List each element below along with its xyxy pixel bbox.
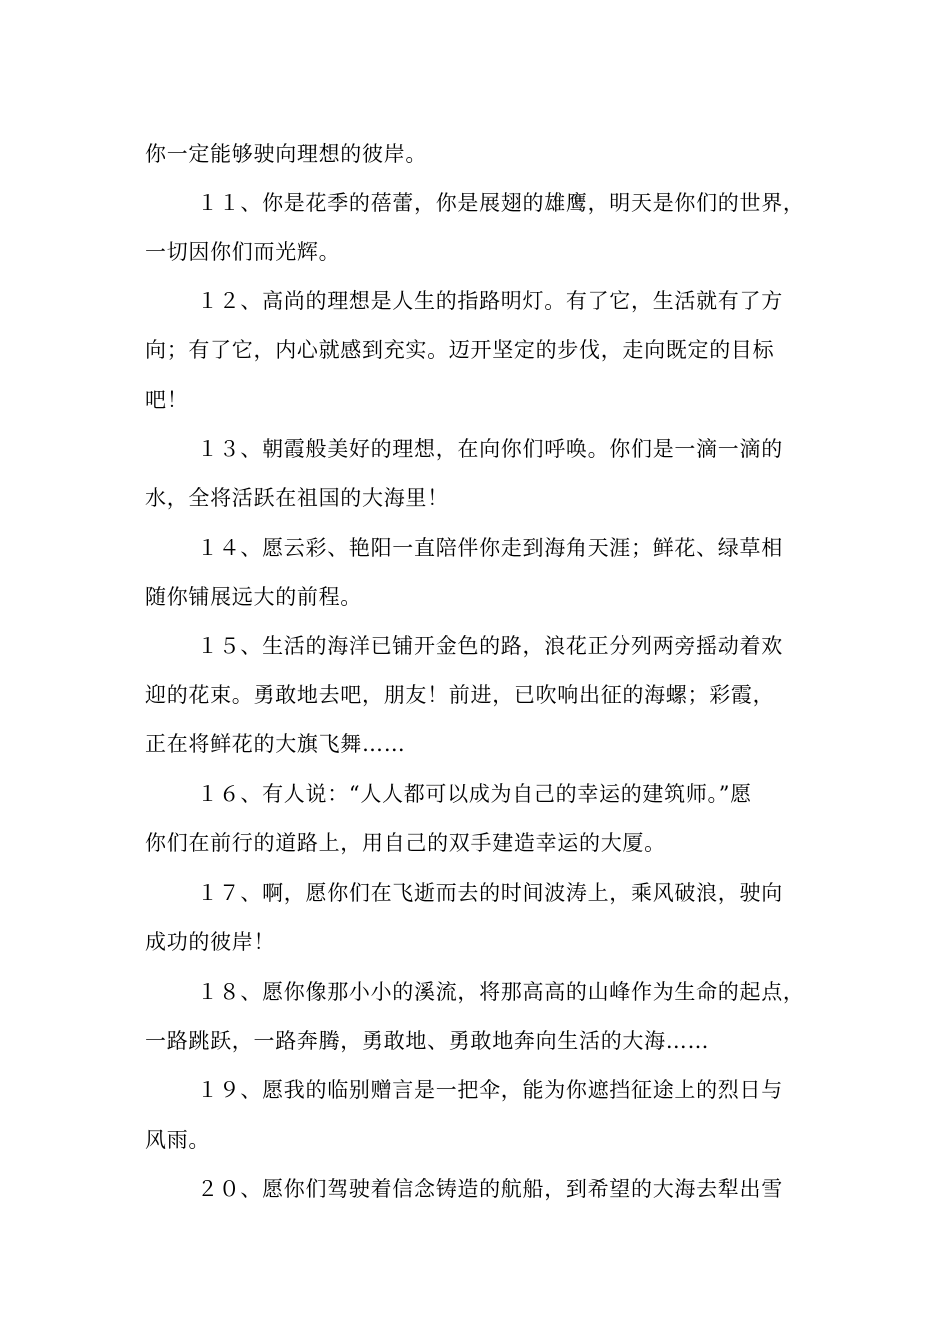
text-line: １２、高尚的理想是人生的指路明灯。有了它，生活就有了方	[197, 289, 783, 313]
text-line: 成功的彼岸！	[145, 930, 276, 954]
text-line: １６、有人说：“人人都可以成为自己的幸运的建筑师。”愿	[197, 782, 752, 806]
text-line: １４、愿云彩、艳阳一直陪伴你走到海角天涯；鲜花、绿草相	[197, 536, 783, 560]
text-line: 迎的花束。勇敢地去吧，朋友！前进，已吹响出征的海螺；彩霞，	[145, 683, 775, 707]
text-line: １１、你是花季的蓓蕾，你是展翅的雄鹰，明天是你们的世界，	[197, 191, 805, 215]
text-line: 向；有了它，内心就感到充实。迈开坚定的步伐，走向既定的目标	[145, 338, 775, 362]
text-line: 正在将鲜花的大旗飞舞……	[145, 732, 406, 756]
text-line: 你一定能够驶向理想的彼岸。	[145, 142, 428, 166]
text-line: 你们在前行的道路上，用自己的双手建造幸运的大厦。	[145, 831, 666, 855]
text-line: 水，全将活跃在祖国的大海里！	[145, 486, 449, 510]
text-line: １５、生活的海洋已铺开金色的路，浪花正分列两旁摇动着欢	[197, 634, 783, 658]
text-line: １７、啊，愿你们在飞逝而去的时间波涛上，乘风破浪，驶向	[197, 881, 783, 905]
text-line: 一切因你们而光辉。	[145, 240, 341, 264]
text-line: 风雨。	[145, 1128, 211, 1152]
text-line: １３、朝霞般美好的理想，在向你们呼唤。你们是一滴一滴的	[197, 437, 783, 461]
text-line: １８、愿你像那小小的溪流，将那高高的山峰作为生命的起点，	[197, 980, 805, 1004]
text-line: ２０、愿你们驾驶着信念铸造的航船，到希望的大海去犁出雪	[197, 1177, 783, 1201]
text-line: 一路跳跃，一路奔腾，勇敢地、勇敢地奔向生活的大海……	[145, 1029, 710, 1053]
text-line: 吧！	[145, 388, 189, 412]
text-line: 随你铺展远大的前程。	[145, 585, 362, 609]
text-line: １９、愿我的临别赠言是一把伞，能为你遮挡征途上的烈日与	[197, 1078, 783, 1102]
